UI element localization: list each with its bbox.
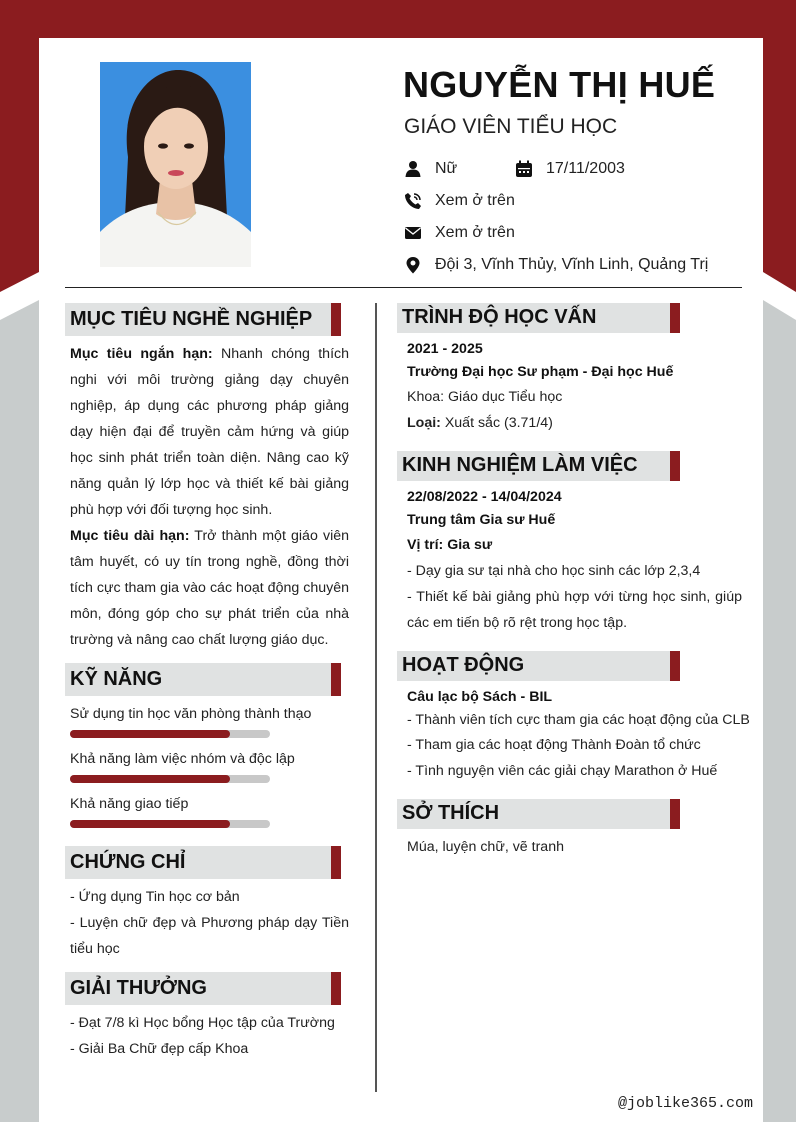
objective-heading: MỤC TIÊU NGHỀ NGHIỆP	[65, 303, 341, 336]
phone-value: Xem ở trên	[435, 192, 515, 209]
education-faculty: Khoa: Giáo dục Tiểu học	[407, 389, 563, 405]
experience-company: Trung tâm Gia sư Huế	[407, 512, 556, 528]
heading-accent	[670, 799, 680, 829]
activity-item: - Tình nguyện viên các giải chạy Marathon ở Huế	[407, 763, 718, 779]
education-grade	[407, 415, 553, 431]
skill-bar-fill	[70, 730, 230, 738]
long-term-text: Trở thành một giáo viên tâm huyết, có uy tín trong nghề, đồng thời tích cực tham gia vào các hoạt động chuyên môn, đóng góp cho sự phát triển của nhà trường và nâng cao chất lượng giáo dục.	[70, 528, 349, 648]
experience-period: 22/08/2022 - 14/04/2024	[407, 489, 562, 505]
birthdate-row	[515, 160, 625, 178]
grade-label: Loại:	[407, 415, 441, 431]
job-title: GIÁO VIÊN TIỂU HỌC	[404, 115, 618, 138]
address-row	[404, 256, 708, 274]
award-item: - Giải Ba Chữ đẹp cấp Khoa	[70, 1041, 249, 1057]
hobbies-heading: SỞ THÍCH	[397, 799, 680, 829]
experience-details	[407, 558, 742, 636]
activity-club: Câu lạc bộ Sách - BIL	[407, 689, 553, 705]
skill-bar	[70, 820, 270, 828]
experience-item: - Thiết kế bài giảng phù hợp với từng học sinh, giúp các em tiến bộ rõ rệt trong học tập.	[407, 589, 742, 631]
skill-label: Khả năng làm việc nhóm và độc lập	[70, 751, 295, 767]
skill-bar-fill	[70, 820, 230, 828]
activities-heading: HOẠT ĐỘNG	[397, 651, 680, 681]
skill-bar	[70, 730, 270, 738]
birthdate-value: 17/11/2003	[546, 160, 625, 177]
gender-value: Nữ	[435, 160, 458, 177]
education-period: 2021 - 2025	[407, 341, 483, 357]
heading-accent	[670, 451, 680, 481]
certificate-item: - Luyện chữ đẹp và Phương pháp dạy Tiền tiểu học	[70, 915, 349, 957]
skill-label: Khả năng giao tiếp	[70, 796, 189, 812]
education-school: Trường Đại học Sư phạm - Đại học Huế	[407, 364, 674, 380]
profile-photo	[100, 62, 251, 267]
skills-heading: KỸ NĂNG	[65, 663, 341, 696]
calendar-icon	[515, 160, 533, 178]
email-row	[404, 224, 515, 242]
column-divider	[375, 303, 377, 1092]
email-value: Xem ở trên	[435, 224, 515, 241]
certificate-item: - Ứng dụng Tin học cơ bản	[70, 889, 240, 905]
grade-value: Xuất sắc (3.71/4)	[440, 415, 553, 431]
envelope-icon	[404, 224, 422, 242]
activity-item: - Tham gia các hoạt động Thành Đoàn tổ chức	[407, 737, 701, 753]
gender-row	[404, 160, 457, 178]
person-icon	[404, 160, 422, 178]
heading-accent	[331, 663, 341, 696]
skill-bar	[70, 775, 270, 783]
heading-accent	[670, 303, 680, 333]
short-term-label: Mục tiêu ngắn hạn:	[70, 346, 213, 362]
heading-accent	[670, 651, 680, 681]
short-term-text: Nhanh chóng thích nghi với môi trường giảng dạy chuyên nghiệp, áp dụng các phương pháp giảng dạy hiện đại để truyền cảm hứng và giúp học sinh phát triển toàn diện. Nâng cao kỹ năng quản lý lớp học và thiết kế bài giảng phù hợp với đối tượng học sinh.	[70, 346, 349, 518]
experience-position: Vị trí: Gia sư	[407, 537, 493, 553]
long-term-label: Mục tiêu dài hạn:	[70, 528, 190, 544]
heading-accent	[331, 303, 341, 336]
map-pin-icon	[404, 256, 422, 274]
activity-item: - Thành viên tích cực tham gia các hoạt động của CLB	[407, 712, 750, 728]
certificates-list	[70, 884, 349, 962]
education-heading: TRÌNH ĐỘ HỌC VẤN	[397, 303, 680, 333]
awards-list	[70, 1010, 349, 1062]
experience-heading: KINH NGHIỆM LÀM VIỆC	[397, 451, 680, 481]
watermark: @joblike365.com	[618, 1095, 754, 1112]
awards-heading: GIẢI THƯỞNG	[65, 972, 341, 1005]
address-value: Đội 3, Vĩnh Thủy, Vĩnh Linh, Quảng Trị	[435, 256, 709, 273]
certificates-heading: CHỨNG CHỈ	[65, 846, 341, 879]
phone-row	[404, 192, 515, 210]
objective-text	[70, 341, 349, 653]
hobbies-text: Múa, luyện chữ, vẽ tranh	[407, 839, 564, 855]
candidate-name: NGUYỄN THỊ HUẾ	[403, 64, 716, 105]
heading-accent	[331, 846, 341, 879]
skill-bar-fill	[70, 775, 230, 783]
skill-label: Sử dụng tin học văn phòng thành thạo	[70, 706, 312, 722]
experience-item: - Dạy gia sư tại nhà cho học sinh các lớp 2,3,4	[407, 563, 701, 579]
heading-accent	[331, 972, 341, 1005]
award-item: - Đạt 7/8 kì Học bổng Học tập của Trường	[70, 1015, 335, 1031]
header-divider	[65, 287, 742, 288]
phone-icon	[404, 192, 422, 210]
